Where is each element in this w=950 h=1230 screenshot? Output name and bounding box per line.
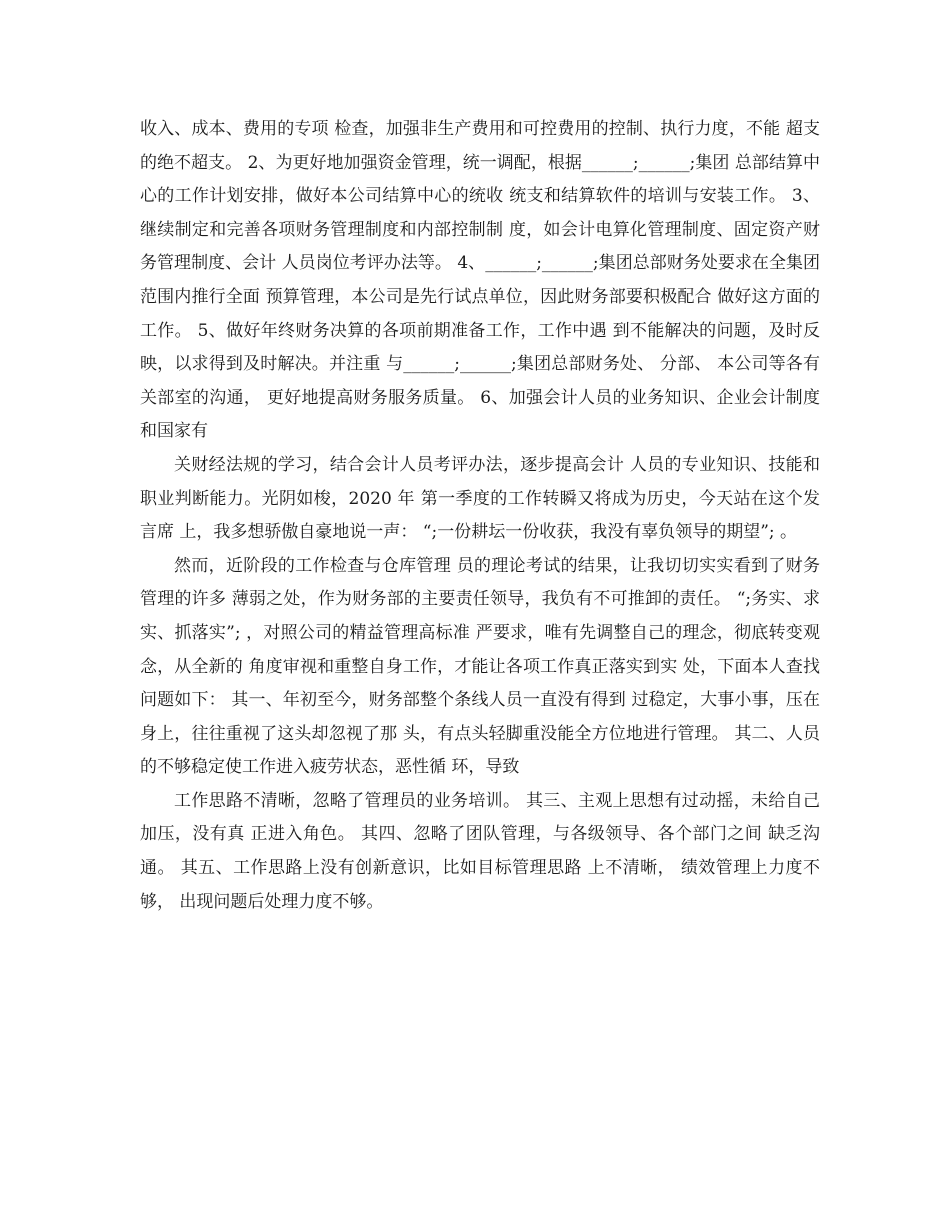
paragraph-1: 收入、成本、费用的专项 检查，加强非生产费用和可控费用的控制、执行力度，不能 超支的绝不超支。 2、为更好地加强资金管理，统一调配，根据______;______;集团 总部结算中心的工作计划安排，做好本公司结算中心的统收 统支和结算软件的培训与安装工作。 3、继续制定和完善各项财务管理制度和内部控制制 度，如会计电算化管理制度、固定资产财务管理制度、会计 人员岗位考评办法等。 4、______;______;集团总部财务处要求在全集团范围内推行全面 预算管理，本公司是先行试点单位，因此财务部要积极配合 做好这方面的工作。 5、做好年终财务决算的各项前期准备工作，工作中遇 到不能解决的问题，及时反映，以求得到及时解决。并注重 与______;______;集团总部财务处、 分部、 本公司等各有关部室的沟通， 更好地提高财务服务质量。 6、加强会计人员的业务知识、企业会计制度和国家有 — [140, 119, 820, 442]
paragraph-3: 然而，近阶段的工作检查与仓库管理 员的理论考试的结果，让我切切实实看到了财务管理的许多 薄弱之处，作为财务部的主要责任领导，我负有不可推卸的责任。 “;务实、求实、抓落实”; ，对照公司的精益管理高标准 严要求，唯有先调整自己的理念，彻底转变观念，从全新的 角度审视和重整自身工作，才能让各项工作真正落实到实 处，下面本人查找问题如下： 其一、年初至今，财务部整个条线人员一直没有得到 过稳定，大事小事，压在身上，往往重视了这头却忽视了那 头，有点头轻脚重没能全方位地进行管理。 其二、人员的不够稳定使工作进入疲劳状态，恶性循 环，导致 — [140, 555, 820, 778]
paragraph-4: 工作思路不清晰，忽略了管理员的业务培训。 其三、主观上思想有过动摇，未给自己加压，没有真 正进入角色。 其四、忽略了团队管理，与各级领导、各个部门之间 缺乏沟通。 其五、工作思路上没有创新意识，比如目标管理思路 上不清晰， 绩效管理上力度不够， 出现问题后处理力度不够。 — [140, 790, 820, 912]
document-body — [140, 113, 820, 919]
paragraph-2: 关财经法规的学习，结合会计人员考评办法，逐步提高会计 人员的专业知识、技能和职业判断能力。光阴如梭，2020 年 第一季度的工作转瞬又将成为历史，今天站在这个发言席 上，我多想骄傲自豪地说一声： “;一份耕坛一份收获，我没有辜负领导的期望”; 。 — [140, 454, 820, 543]
